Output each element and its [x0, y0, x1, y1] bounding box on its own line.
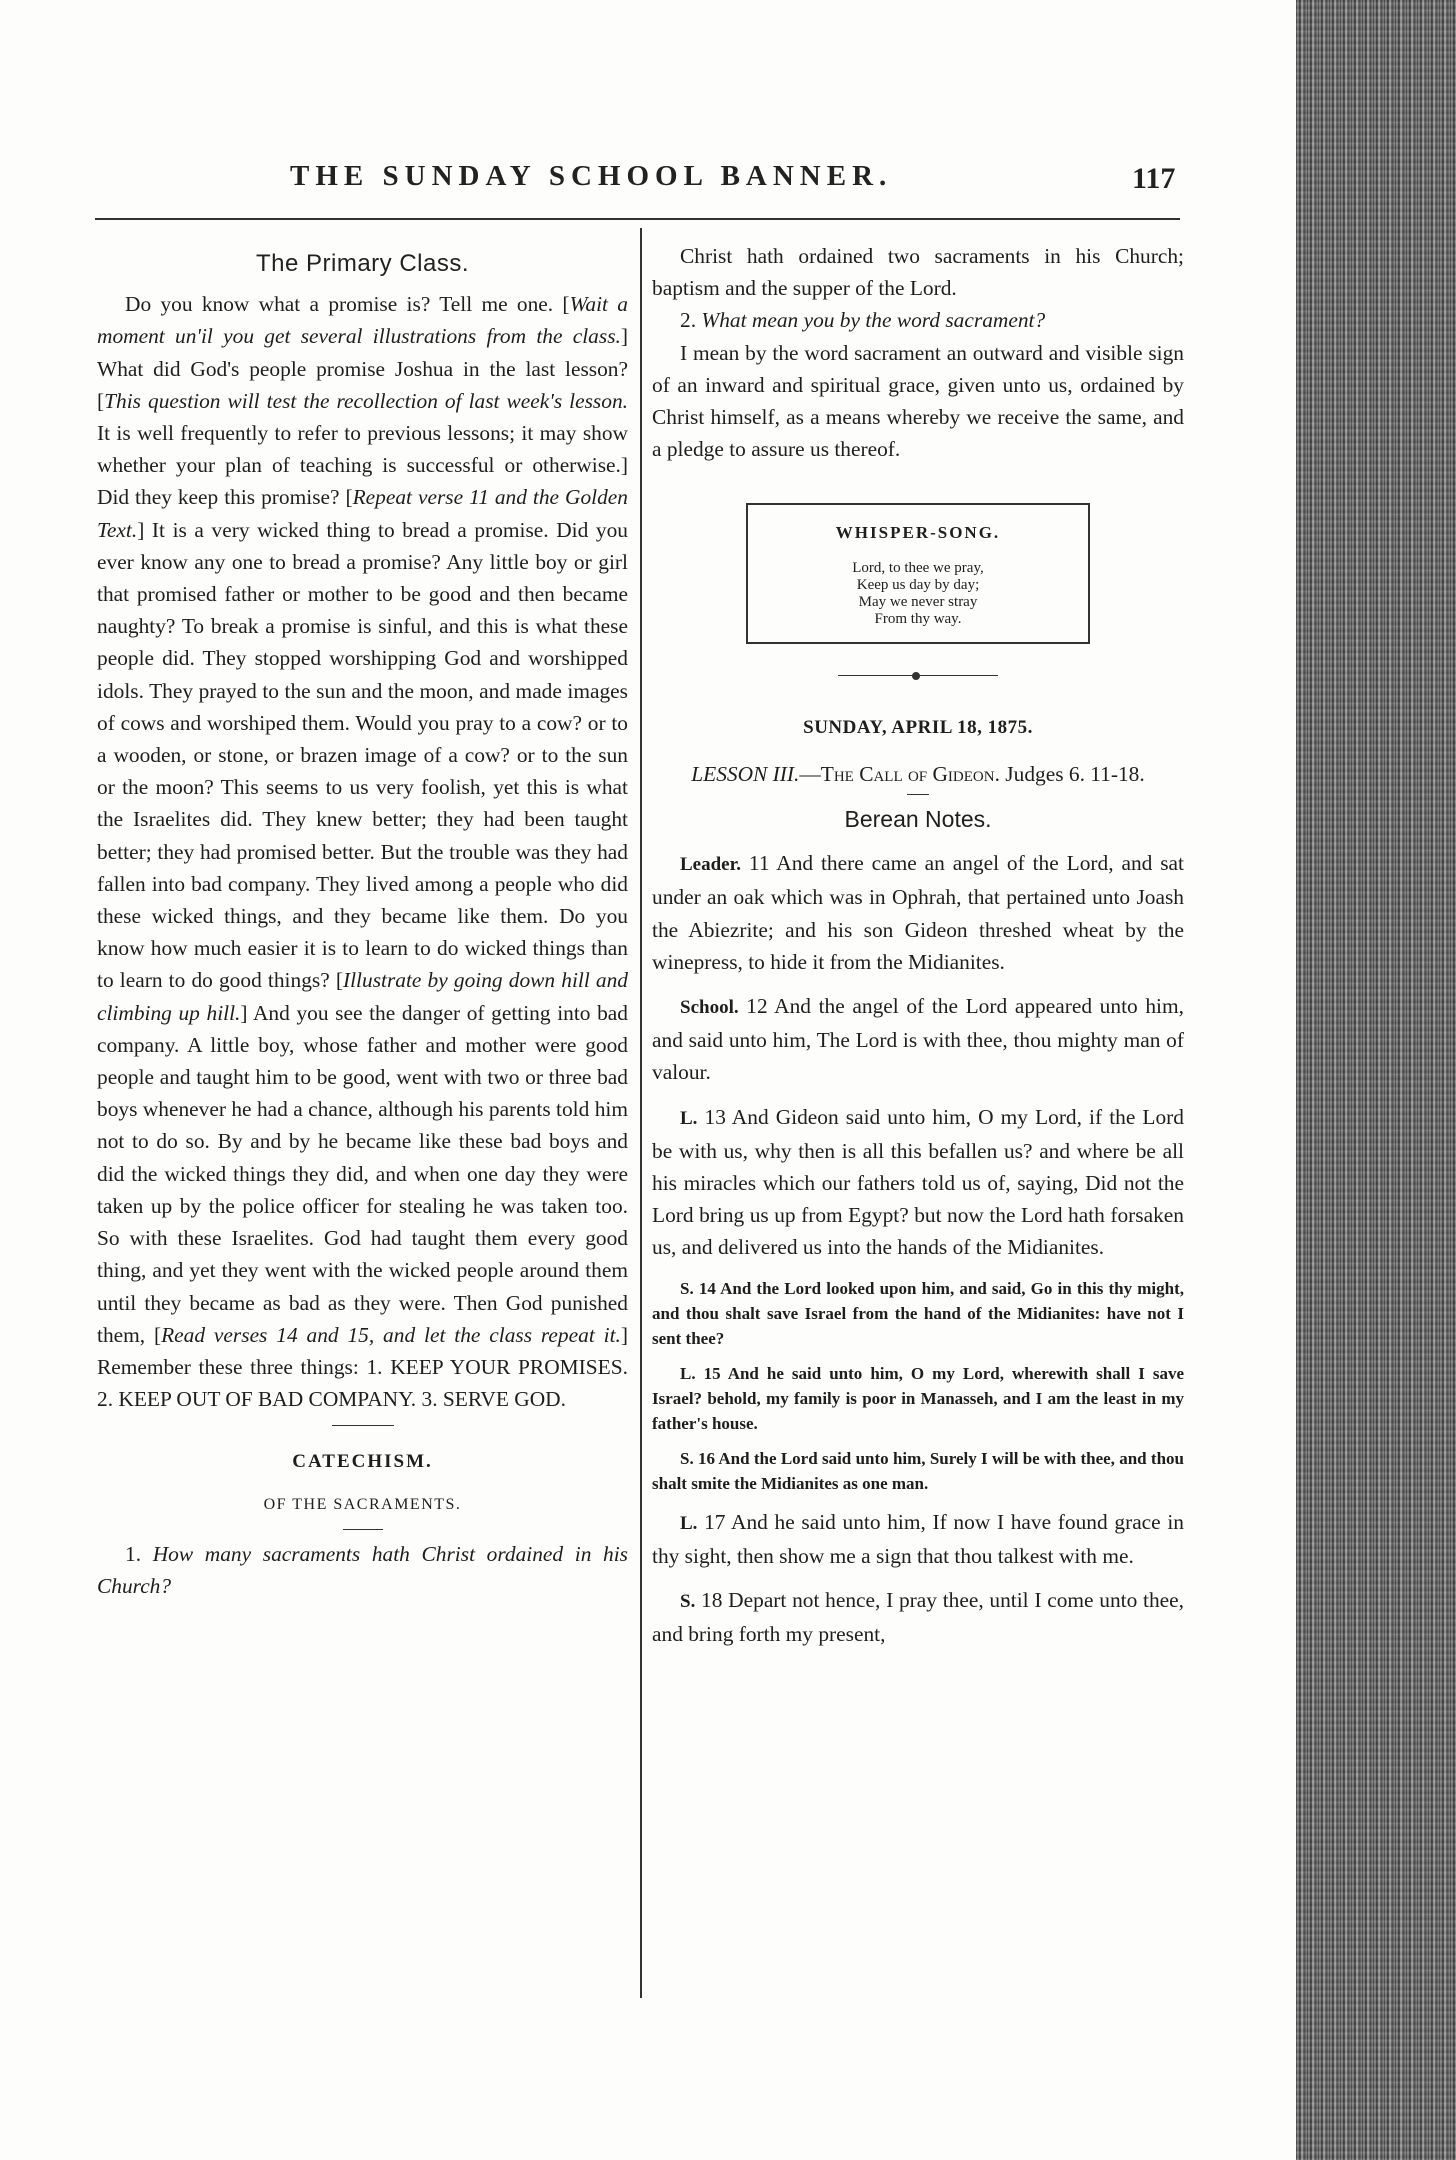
speaker-label: School.: [680, 997, 739, 1019]
text-run: 2.: [97, 1387, 119, 1412]
speaker-label: L.: [680, 1107, 698, 1129]
question-text: How many sacraments hath Christ ordained in his Church?: [97, 1541, 629, 1598]
verse-text: 17 And he said unto him, If now I have found grace in thy sight, then show me a sign that thou talkest with me.: [652, 1509, 1184, 1568]
whisper-song-line: Lord, to thee we pray,: [852, 559, 984, 576]
verse-18: [652, 1584, 1184, 1650]
whisper-song-line: Keep us day by day;: [856, 576, 980, 593]
question-text: What mean you by the word sacrament?: [701, 308, 1046, 333]
lesson-dash: —: [799, 761, 821, 786]
catechism-answer-1: Christ hath ordained two sacraments in his Church; baptism and the supper of the Lord.: [652, 244, 1184, 301]
question-number: 1.: [125, 1541, 153, 1566]
sacraments-heading: OF THE SACRAMENTS.: [263, 1495, 462, 1513]
text-run: ] It is a very wicked thing to bread a promise. Did you ever know any one to bread a promise? Any little boy or girl that promised father or mother to be good and then became naughty? To break a promise is sinful, and this is what these people did. They stopped worshipping God and worshipped idols. They prayed to the sun and the moon, and made images of cows and worshiped them. Would you pray to a cow? or to a wooden, or stone, or brazen image of a cow? or to the sun or the moon? This seems to us very foolish, yet this is what the Israelites did. They knew better; they had been taught better; they had promised better. But the trouble was they had fallen into bad company. They lived among a people who did these wicked things, and they became like them. Do you know how much easier it is to learn to do wicked things than to learn to do good things? [: [97, 517, 628, 993]
lesson-label: LESSON III.: [691, 761, 800, 786]
text-run: It is well frequently to refer to previous lessons; it may show whether your plan of teaching is successful or otherwise.] Did they keep this promise? [: [97, 421, 628, 510]
italic-note: This question will test the recollection of last week's lesson.: [104, 388, 628, 413]
lesson-title: The Call of Gideon.: [820, 761, 1000, 786]
verse-text: 13 And Gideon said unto him, O my Lord, if the Lord be with us, why then is all this befallen us? and where be all his miracles which our fathers told us of, saying, Did not the Lord bring us up from Egypt? but now the Lord hath forsaken us, and delivered us into the hands of the Midianites.: [652, 1104, 1184, 1260]
running-title: THE SUNDAY SCHOOL BANNER.: [290, 160, 893, 192]
right-column: [652, 240, 1184, 1650]
speaker-label: L.: [680, 1512, 698, 1534]
page-number: 117: [1132, 162, 1176, 195]
whisper-song-title: WHISPER-SONG.: [835, 523, 1001, 543]
ornament-divider: [838, 672, 998, 678]
italic-note: Repeat verse 11 and the Golden Text.: [97, 485, 628, 542]
text-run: ] Remember these three things: 1.: [97, 1322, 628, 1379]
catechism-title: CATECHISM.: [292, 1451, 433, 1473]
verse-11: [652, 847, 1184, 978]
whisper-song-box: [746, 503, 1090, 643]
speaker-label: Leader.: [680, 854, 742, 876]
section-divider: [332, 1425, 394, 1426]
verse-text: 12 And the angel of the Lord appeared unto him, and said unto him, The Lord is with thee, thou mighty man of valour.: [652, 994, 1184, 1085]
text-run: 3.: [416, 1387, 443, 1412]
speaker-label: S.: [680, 1591, 696, 1613]
verse-12: [652, 990, 1184, 1089]
lesson-heading: [652, 758, 1184, 790]
verse-text: 18 Depart not hence, I pray thee, until I come unto thee, and bring forth my present,: [652, 1588, 1184, 1647]
verse-15: L. 15 And he said unto him, O my Lord, wherewith shall I save Israel? behold, my family is poor in Manasseh, and I am the least in my father's house.: [652, 1363, 1184, 1433]
whisper-song-line: From thy way.: [874, 610, 962, 627]
section-divider: [907, 794, 929, 795]
rule-three: SERVE GOD.: [442, 1387, 566, 1412]
text-run: ] What did God's people promise Joshua in the last lesson? [: [97, 324, 628, 413]
rule-one: KEEP YOUR PROMISES.: [390, 1354, 628, 1379]
rule-two: KEEP OUT OF BAD COMPANY.: [118, 1387, 417, 1412]
primary-class-text: [97, 288, 628, 1415]
section-divider: [343, 1529, 383, 1530]
text-run: ] And you see the danger of getting into bad company. A little boy, whose father and mother were good people and taught him to be good, went with two or three bad boys whenever he had a chance, although his parents told him not to do so. By and by he became like these bad boys and did the wicked things they did, and when one day they were taken up by the police officer for stealing he was taken too. So with these Israelites. God had taught them every good thing, and yet they went with the wicked people around them until they became as bad as they were. Then God punished them, [: [97, 1000, 628, 1347]
italic-note: Illustrate by going down hill and climbing up hill.: [97, 968, 629, 1025]
column-rule: [640, 228, 642, 1998]
whisper-song-line: May we never stray: [858, 593, 978, 610]
question-number: 2.: [680, 308, 702, 333]
verse-13: [652, 1101, 1184, 1264]
lesson-date: SUNDAY, APRIL 18, 1875.: [803, 716, 1033, 738]
catechism-question-2: [652, 304, 1184, 336]
verse-text: 11 And there came an angel of the Lord, and sat under an oak which was in Ophrah, that pertained unto Joash the Abiezrite; and his son Gideon threshed wheat by the winepress, to hide it from the Midianites.: [652, 851, 1184, 974]
verse-16: S. 16 And the Lord said unto him, Surely I will be with thee, and thou shalt smite the Midianites as one man.: [652, 1448, 1184, 1493]
primary-class-title: The Primary Class.: [255, 250, 470, 277]
header-rule: [95, 218, 1180, 220]
verse-17: [652, 1506, 1184, 1572]
lesson-reference: Judges 6. 11-18.: [1005, 761, 1145, 786]
verse-14: S. 14 And the Lord looked upon him, and said, Go in this thy might, and thou shalt save Israel from the hand of the Midianites: have not I sent thee?: [652, 1278, 1184, 1348]
catechism-question-1: [97, 1538, 628, 1602]
catechism-answer-2: I mean by the word sacrament an outward and visible sign of an inward and spiritual grace, given unto us, ordained by Christ himself, as a means whereby we receive the same, and a pledge to assure us thereof.: [652, 340, 1184, 462]
book-page-edges: [1296, 0, 1456, 2160]
italic-note: Wait a moment un'il you get several illustrations from the class.: [97, 292, 628, 349]
left-column: [97, 240, 628, 1602]
italic-note: Read verses 14 and 15, and let the class repeat it.: [161, 1322, 621, 1347]
berean-notes-title: Berean Notes.: [844, 806, 992, 833]
text-run: Do you know what a promise is? Tell me one. [: [125, 292, 570, 317]
